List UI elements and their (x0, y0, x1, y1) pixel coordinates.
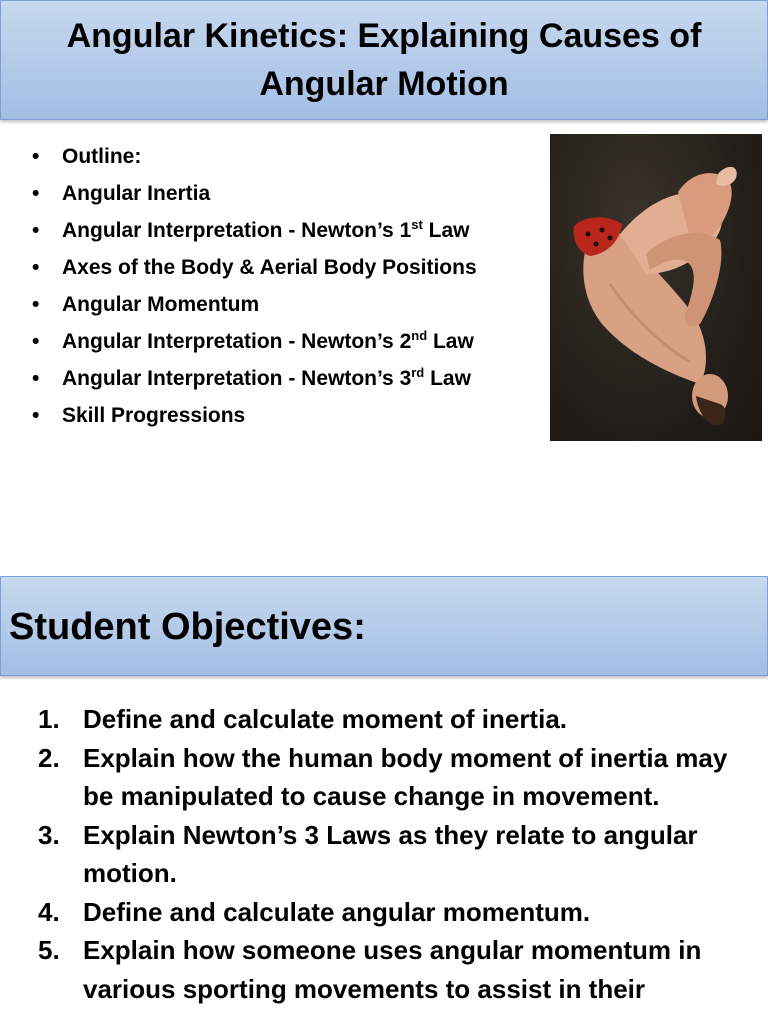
objective-text: Define and calculate moment of inertia. (83, 704, 567, 734)
objective-item (38, 893, 758, 932)
slide-angular-kinetics (0, 0, 768, 470)
objective-item (38, 700, 758, 739)
diver-photo (550, 134, 762, 441)
outline-item-suffix: Law (424, 367, 471, 390)
objective-number: 1. (38, 704, 60, 734)
bullet: • (32, 182, 40, 205)
objective-text: Explain how the human body moment of inertia may be manipulated to cause change in movement. (83, 742, 728, 811)
outline-item-text: Axes of the Body & Aerial Body Positions (62, 256, 477, 279)
objective-text: Explain how someone uses angular momentum in various sporting movements to assist in their (83, 935, 702, 1004)
slide-student-objectives (0, 576, 768, 1024)
bullet: • (32, 404, 40, 427)
ordinal-suffix: nd (411, 328, 428, 343)
outline-item (28, 212, 477, 249)
objective-number: 5. (38, 935, 60, 965)
outline-item-text: Angular Interpretation - Newton’s 3 (62, 367, 412, 390)
outline-item-text: Angular Inertia (62, 182, 211, 205)
outline-item (28, 397, 477, 434)
objective-item (38, 816, 758, 893)
slide-title-line-1: Angular Kinetics: Explaining Causes of (66, 17, 702, 55)
bullet: • (32, 219, 40, 242)
slide-title (1, 1, 767, 108)
slide-title-bar (0, 576, 768, 676)
objective-number: 2. (38, 742, 60, 773)
outline-item (28, 360, 477, 397)
objective-number: 3. (38, 819, 60, 850)
ordinal-suffix: rd (411, 365, 425, 380)
objective-item (38, 739, 758, 816)
outline-item-text: Angular Interpretation - Newton’s 2 (62, 330, 412, 353)
bullet: • (32, 256, 40, 279)
outline-item-text: Skill Progressions (62, 404, 246, 427)
outline-item-suffix: Law (422, 219, 470, 242)
outline-item (28, 323, 477, 360)
ordinal-suffix: st (411, 217, 423, 232)
slide-title-bar (0, 0, 768, 120)
outline-item-suffix: Law (427, 330, 474, 353)
outline-item (28, 138, 477, 175)
objective-number: 4. (38, 896, 60, 927)
bullet: • (32, 330, 40, 353)
diver-illustration (550, 134, 762, 441)
outline-item-text: Outline: (62, 145, 142, 168)
bullet: • (32, 145, 40, 168)
outline-item-text: Angular Momentum (62, 293, 260, 316)
outline-item (28, 249, 477, 286)
outline-item (28, 175, 477, 212)
objectives-list (38, 700, 758, 1008)
bullet: • (32, 367, 40, 390)
outline-item (28, 286, 477, 323)
outline-list (28, 138, 477, 434)
objective-text: Explain Newton’s 3 Laws as they relate to angular motion. (83, 819, 698, 888)
objective-item (38, 931, 758, 1008)
slide-title-line-2: Angular Motion (259, 65, 509, 103)
objective-text: Define and calculate angular momentum. (83, 896, 591, 927)
outline-item-text: Angular Interpretation - Newton’s 1 (62, 219, 412, 242)
bullet: • (32, 293, 40, 316)
slide-title: Student Objectives: (9, 606, 366, 648)
